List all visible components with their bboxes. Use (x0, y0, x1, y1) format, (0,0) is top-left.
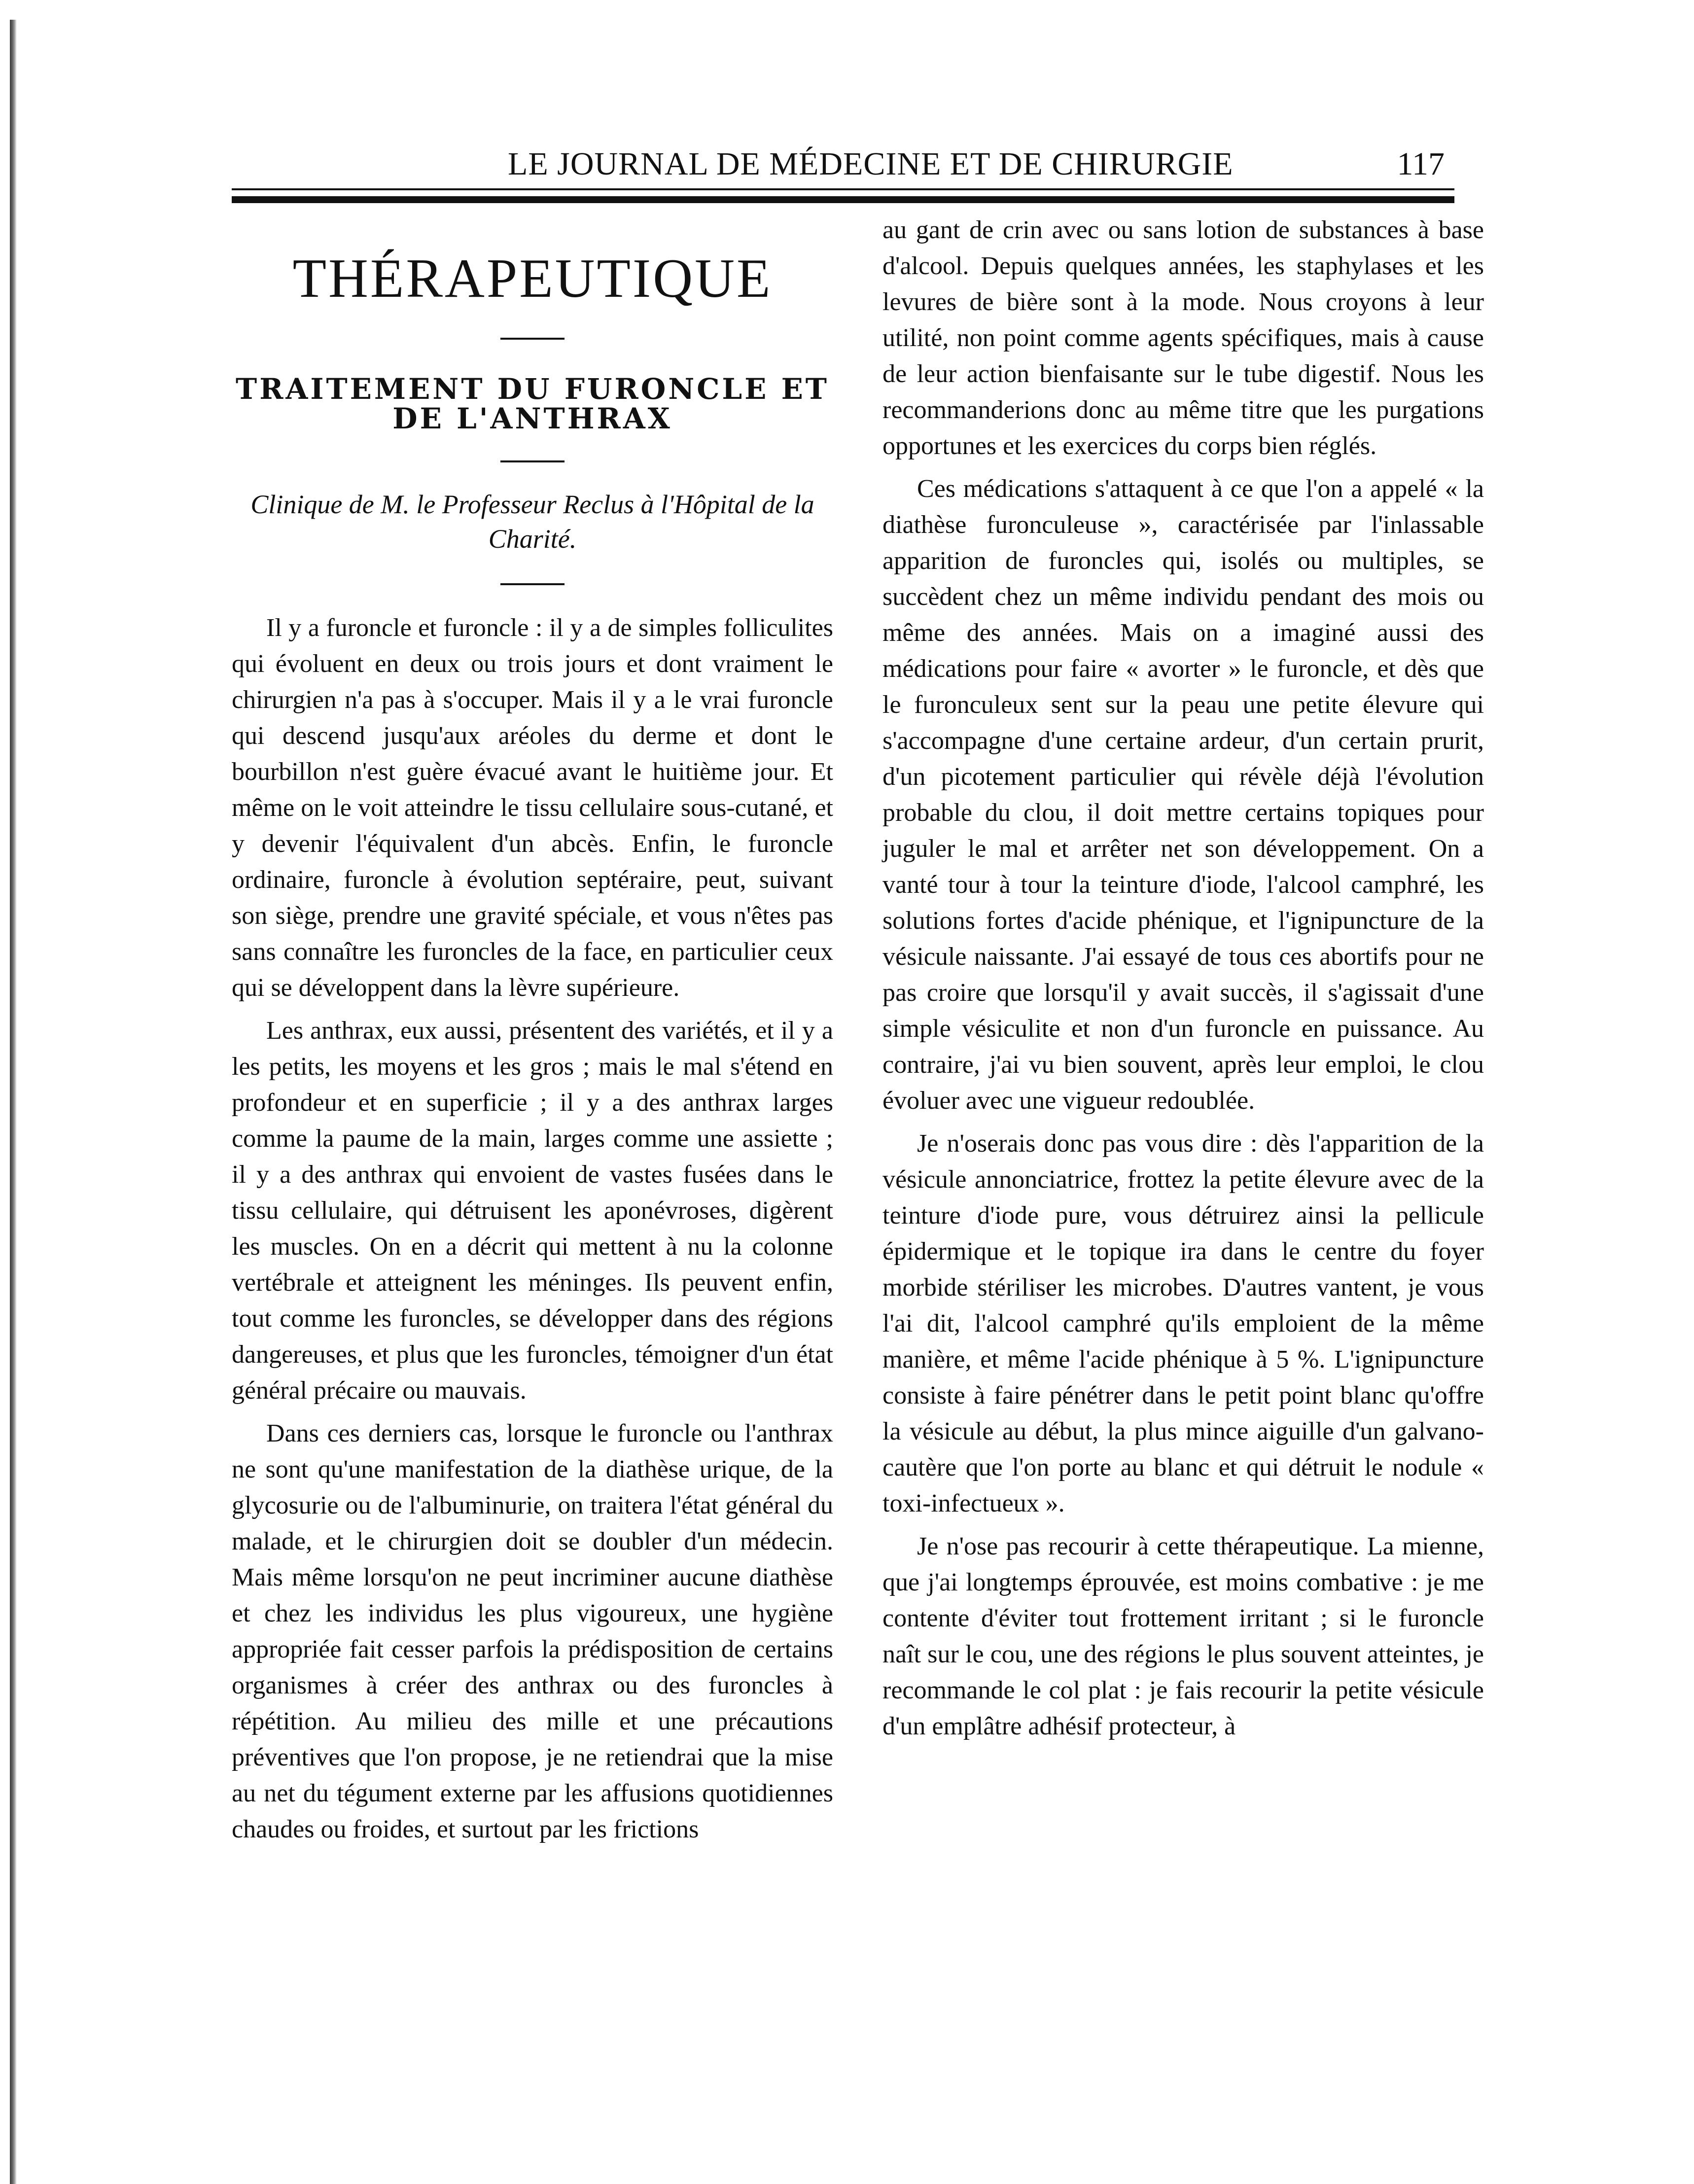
running-title: LE JOURNAL DE MÉDECINE ET DE CHIRURGIE (508, 146, 1234, 182)
section-divider (500, 338, 565, 340)
article-title: TRAITEMENT DU FURONCLE ET DE L'ANTHRAX (236, 372, 829, 435)
paragraph: Dans ces derniers cas, lorsque le furoncle ou l'anthrax ne sont qu'une manifestation de la diathèse urique, de la glycosurie ou de l'albuminurie, on traitera l'état général du malade, et le chirurgien doit se doubler d'un médecin. Mais même lorsqu'on ne peut incriminer aucune diathèse et chez les individus les plus vigoureux, une hygiène appropriée fait cesser parfois la prédisposition de certains organismes à créer des anthrax ou des furoncles à répétition. Au milieu des mille et une précautions préventives que l'on propose, je ne retiendrai que la mise au net du tégument externe par les affusions quotidiennes chaudes ou froides, et surtout par les frictions (232, 1419, 833, 1843)
article-subtitle: Clinique de M. le Professeur Reclus à l'Hôpital de la Charité. (250, 490, 814, 554)
paragraph: Je n'ose pas recourir à cette thérapeutique. La mienne, que j'ai longtemps éprouvée, est moins combative : je me contente d'éviter tout frottement irritant ; si le furoncle naît sur le cou, une des régions le plus souvent atteintes, je recommande le col plat : je fais recourir la petite vésicule d'un emplâtre adhésif protecteur, à (882, 1532, 1484, 1740)
scan-edge-shadow (10, 20, 17, 2184)
page-header (222, 131, 1454, 195)
section-title: THÉRAPEUTIQUE (292, 248, 773, 309)
right-column (882, 212, 1484, 1751)
header-rule-thin (232, 188, 1454, 190)
paragraph-continued: au gant de crin avec ou sans lotion de substances à base d'alcool. Depuis quelques années, les staphylases et les levures de bière sont à la mode. Nous croyons à leur utilité, non point comme agents spécifiques, mais à cause de leur action bienfaisante sur le tube digestif. Nous les recommanderions donc au même titre que les purgations opportunes et les exercices du corps bien réglés. (882, 216, 1484, 460)
left-column (232, 212, 833, 1854)
subtitle-divider (500, 583, 565, 585)
paragraph: Il y a furoncle et furoncle : il y a de simples folliculites qui évoluent en deux ou trois jours et dont vraiment le chirurgien n'a pas à s'occuper. Mais il y a le vrai furoncle qui descend jusqu'aux aréoles du derme et dont le bourbillon n'est guère évacué avant le huitième jour. Et même on le voit atteindre le tissu cellulaire sous-cutané, et y devenir l'équivalent d'un abcès. Enfin, le furoncle ordinaire, furoncle à évolution septéraire, peut, suivant son siège, prendre une gravité spéciale, et vous n'êtes pas sans connaître les furoncles de la face, en particulier ceux qui se développent dans la lèvre supérieure. (232, 614, 833, 1002)
paragraph: Ces médications s'attaquent à ce que l'on a appelé « la diathèse furonculeuse », caractérisée par l'inlassable apparition de furoncles qui, isolés ou multiples, se succèdent chez un même individu pendant des mois ou même des années. Mais on a imaginé aussi des médications pour faire « avorter » le furoncle, et dès que le furonculeux sent sur la peau une petite élevure qui s'accompagne d'une certaine ardeur, d'un certain prurit, d'un picotement particulier qui révèle déjà l'évolution probable du clou, il doit mettre certains topiques pour juguler le mal et arrêter net son développement. On a vanté tour à tour la teinture d'iode, l'alcool camphré, les solutions fortes d'acide phénique, et l'ignipuncture de la vésicule naissante. J'ai essayé de tous ces abortifs pour ne pas croire que lorsqu'il y avait succès, il s'agissait d'une simple vésiculite et non d'un furoncle en puissance. Au contraire, j'ai vu bien souvent, après leur emploi, le clou évoluer avec une vigueur redoublée. (882, 475, 1484, 1115)
paragraph: Je n'oserais donc pas vous dire : dès l'apparition de la vésicule annonciatrice, frottez la petite élevure avec de la teinture d'iode pure, vous détruirez ainsi la pellicule épidermique et le topique ira dans le centre du foyer morbide stériliser les microbes. D'autres vantent, je vous l'ai dit, l'alcool camphré qu'ils emploient de la même manière, et même l'acide phénique à 5 %. L'ignipuncture consiste à faire pénétrer dans le petit point blanc qu'offre la vésicule au début, la plus mince aiguille d'un galvano-cautère que l'on porte au blanc et qui détruit le nodule « toxi-infectueux ». (882, 1129, 1484, 1517)
title-divider (500, 460, 565, 462)
header-rule-thick (232, 196, 1454, 203)
paragraph: Les anthrax, eux aussi, présentent des variétés, et il y a les petits, les moyens et les gros ; mais le mal s'étend en profondeur et en superficie ; il y a des anthrax larges comme la paume de la main, larges comme une assiette ; il y a des anthrax qui envoient de vastes fusées dans le tissu cellulaire, qui détruisent les aponévroses, digèrent les muscles. On en a décrit qui mettent à nu la colonne vertébrale et atteignent les méninges. Ils peuvent enfin, tout comme les furoncles, se développer dans des régions dangereuses, et plus que les furoncles, témoigner d'un état général précaire ou mauvais. (232, 1017, 833, 1405)
page-number: 117 (1397, 146, 1445, 182)
